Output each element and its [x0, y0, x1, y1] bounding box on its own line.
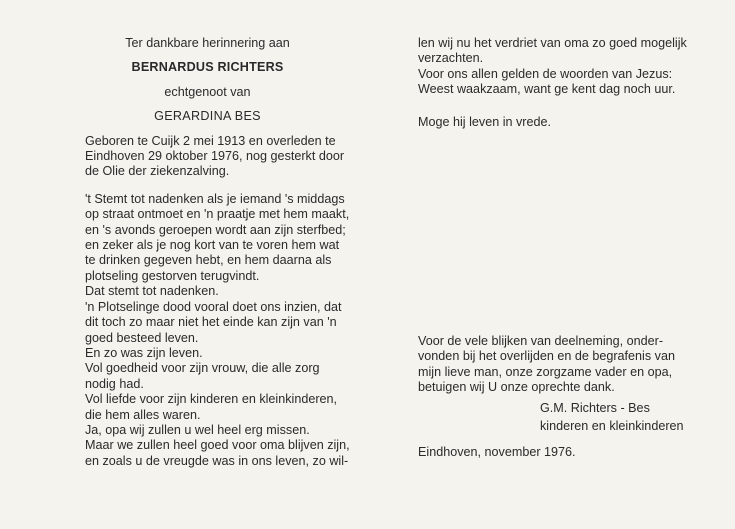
left-page [85, 36, 350, 469]
closing-line: Moge hij leven in vrede. [418, 114, 552, 129]
continuation-text [418, 36, 703, 98]
thanks-line: vonden bij het overlijden en de begrafenis van [418, 349, 675, 364]
text-line: verzachten. [418, 51, 484, 66]
text-line: En zo was zijn leven. [85, 345, 203, 360]
text-line: len wij nu het verdriet van oma zo goed mogelijk [418, 36, 687, 50]
text-line: Weest waakzaam, want ge kent dag noch uur. [418, 82, 676, 97]
text-line: Vol liefde voor zijn kinderen en kleinkinderen, [85, 392, 338, 407]
bio-line: de Olie der ziekenzalving. [85, 164, 230, 179]
bio-line: Eindhoven 29 oktober 1976, nog gesterkt door [85, 149, 345, 164]
text-line: goed besteed leven. [85, 330, 199, 345]
text-line: en zeker als je nog kort van te voren hem wat [85, 238, 340, 253]
spouse-intro: echtgenoot van [164, 84, 251, 99]
intro-line: Ter dankbare herinnering aan [125, 36, 290, 50]
text-line: Maar we zullen heel goed voor oma blijven zijn, [85, 438, 350, 453]
spouse-name: GERARDINA BES [154, 109, 261, 124]
text-line: te drinken gegeven hebt, en hem daarna als [85, 253, 332, 268]
text-line: 'n Plotselinge dood vooral doet ons inzien, dat [85, 299, 342, 314]
thanks-line: mijn lieve man, onze zorgzame vader en opa, [418, 364, 673, 379]
place-date: Eindhoven, november 1976. [418, 445, 576, 460]
bio-paragraph [85, 133, 345, 180]
text-line: dit toch zo maar niet het einde kan zijn van 'n [85, 315, 337, 330]
memorial-text [85, 191, 350, 469]
thanks-section [418, 334, 703, 461]
deceased-name: BERNARDUS RICHTERS [131, 60, 284, 75]
text-line: 't Stemt tot nadenken als je iemand 's middags [85, 191, 345, 206]
text-line: en zoals u de vreugde was in ons leven, zo wil- [85, 453, 349, 468]
thanks-line: Voor de vele blijken van deelneming, onder- [418, 334, 664, 348]
text-line: nodig had. [85, 376, 144, 391]
bio-line: Geboren te Cuijk 2 mei 1913 en overleden te [85, 133, 336, 148]
signature-name: G.M. Richters - Bes [540, 400, 650, 415]
thanks-line: betuigen wij U onze oprechte dank. [418, 380, 615, 395]
text-line: op straat ontmoet en 'n praatje met hem maakt, [85, 207, 350, 222]
right-page [418, 36, 703, 460]
signature-family: kinderen en kleinkinderen [540, 419, 684, 434]
text-line: Vol goedheid voor zijn vrouw, die alle zorg [85, 361, 320, 376]
text-line: Voor ons allen gelden de woorden van Jezus: [418, 66, 673, 81]
text-line: Dat stemt tot nadenken. [85, 284, 219, 299]
text-line: die hem alles waren. [85, 407, 201, 422]
text-line: en 's avonds geroepen wordt aan zijn sterfbed; [85, 222, 346, 237]
text-line: Ja, opa wij zullen u wel heel erg missen. [85, 422, 310, 437]
text-line: plotseling gestorven terugvindt. [85, 268, 260, 283]
